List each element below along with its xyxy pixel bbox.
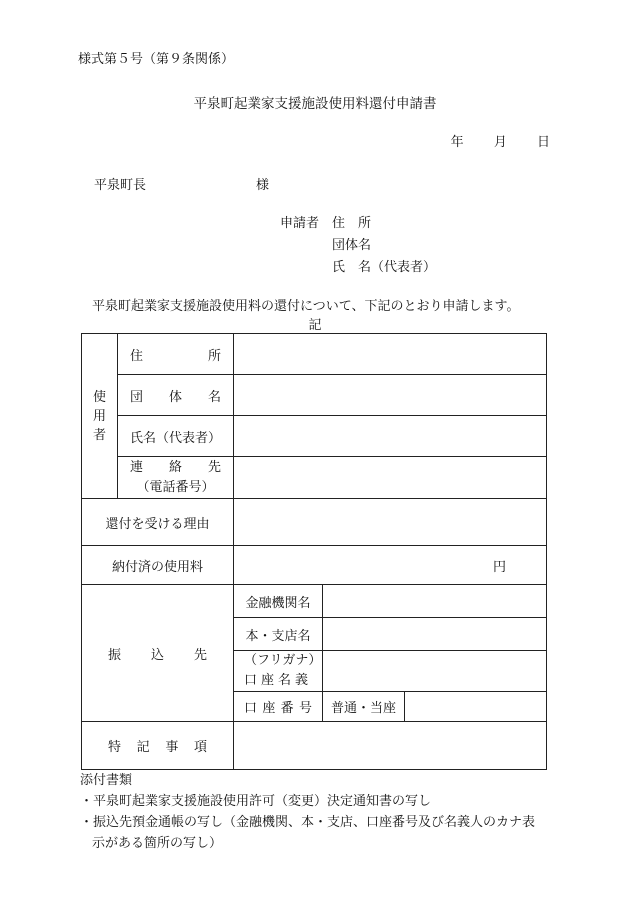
bank-name-field[interactable] <box>323 585 547 618</box>
remarks-label <box>82 722 234 770</box>
applicant-org-label: 団体名 <box>332 238 372 253</box>
paid-fee-label: 納付済の使用料 <box>82 546 234 585</box>
furigana-text: （フリガナ） <box>244 653 322 668</box>
contact-field[interactable] <box>234 457 547 499</box>
attachment-item-continuation: 示がある箇所の写し） <box>92 836 223 851</box>
attachment-item: ・振込先預金通帳の写し（金融機関、本・支店、口座番号及び名義人のカナ表 <box>80 815 536 830</box>
document-title: 平泉町起業家支援施設使用料還付申請書 <box>193 96 437 112</box>
user-group-label <box>82 334 118 499</box>
application-table <box>81 333 547 770</box>
transfer-to-label <box>82 585 234 722</box>
phone-text: （電話番号） <box>136 479 215 495</box>
address-field[interactable] <box>234 334 547 375</box>
paid-fee-field[interactable] <box>234 546 547 585</box>
applicant-address-label: 住 所 <box>332 216 372 231</box>
addressee-honorific: 様 <box>256 178 270 193</box>
date-year-label: 年 <box>450 135 464 150</box>
account-type-option[interactable]: 普通・当座 <box>323 692 405 722</box>
addressee <box>94 174 269 193</box>
contact-text: 連絡先 <box>130 459 221 475</box>
applicant-name-label: 氏 名（代表者） <box>332 260 437 275</box>
rep-name-label: 氏名（代表者） <box>118 416 234 457</box>
account-number-label: 口座番号 <box>234 692 323 722</box>
user-group-text: 使 用 者 <box>92 389 106 443</box>
addressee-name: 平泉町長 <box>94 178 147 193</box>
account-holder-label <box>234 651 323 692</box>
attachments-heading: 添付書類 <box>80 773 133 788</box>
bank-name-label: 金融機関名 <box>234 585 323 618</box>
account-holder-field[interactable] <box>323 651 547 692</box>
intro-text: 平泉町起業家支援施設使用料の還付について、下記のとおり申請します。 <box>92 299 520 314</box>
address-label: 住所 <box>118 334 234 375</box>
branch-field[interactable] <box>323 618 547 651</box>
account-holder-text: 口座名義 <box>244 673 308 688</box>
org-name-field[interactable] <box>234 375 547 416</box>
contact-label <box>118 457 234 499</box>
branch-label: 本・支店名 <box>234 618 323 651</box>
applicant-label: 申請者 <box>280 216 320 231</box>
ki-label: 記 <box>308 318 322 333</box>
refund-reason-field[interactable] <box>234 499 547 546</box>
date-line <box>425 131 550 150</box>
remarks-text: 特記事項 <box>108 740 207 755</box>
attachment-item: ・平泉町起業家支援施設使用許可（変更）決定通知書の写し <box>80 794 432 809</box>
date-month-label: 月 <box>493 135 507 150</box>
yen-unit: 円 <box>493 559 507 575</box>
org-name-label: 団体名 <box>118 375 234 416</box>
transfer-to-text: 振込先 <box>108 647 207 663</box>
form-number: 様式第５号（第９条関係） <box>78 52 235 67</box>
date-day-label: 日 <box>536 135 550 150</box>
account-number-field[interactable] <box>405 692 547 722</box>
refund-reason-label: 還付を受ける理由 <box>82 499 234 546</box>
remarks-field[interactable] <box>234 722 547 770</box>
rep-name-field[interactable] <box>234 416 547 457</box>
attachments-section <box>80 770 560 854</box>
applicant-block <box>280 213 436 279</box>
